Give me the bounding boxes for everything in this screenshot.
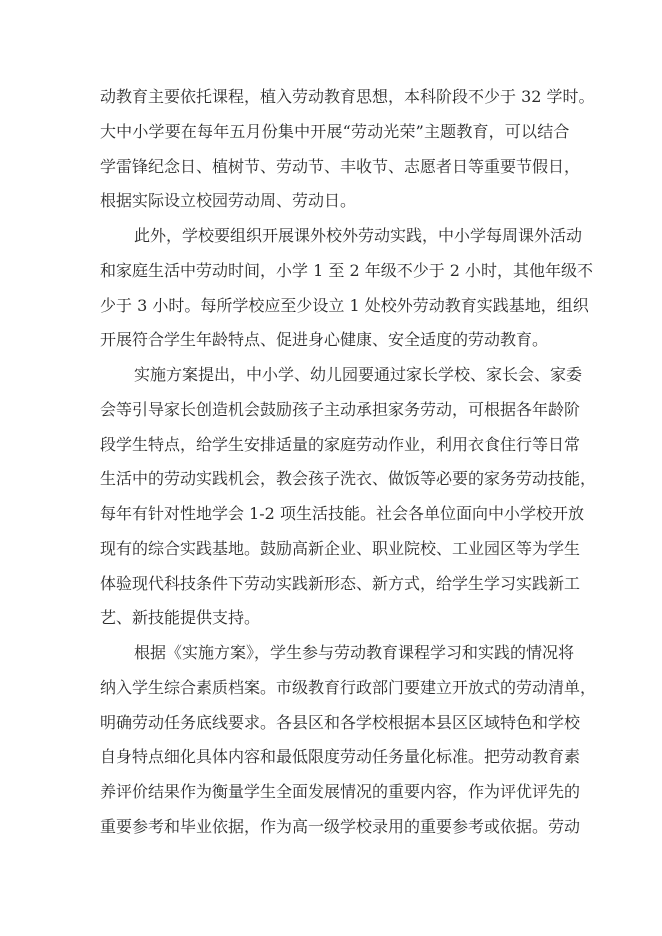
document-page <box>100 84 597 849</box>
text-line: 会等引导家长创造机会鼓励孩子主动承担家务劳动，可根据各年龄阶 <box>100 399 581 419</box>
text-line: 学雷锋纪念日、植树节、劳动节、丰收节、志愿者日等重要节假日， <box>100 156 581 176</box>
text-line: 开展符合学生年龄特点、促进身心健康、安全适度的劳动教育。 <box>100 330 549 350</box>
text-line: 少于 3 小时。每所学校应至少设立 1 处校外劳动教育实践基地，组织 <box>100 295 589 315</box>
text-line: 每年有针对性地学会 1-2 项生活技能。社会各单位面向中小学校开放 <box>100 504 584 523</box>
text-line: 根据《实施方案》，学生参与劳动教育课程学习和实践的情况将 <box>134 643 575 662</box>
text-line: 根据实际设立校园劳动周、劳动日。 <box>100 191 357 211</box>
text-line: 艺、新技能提供支持。 <box>100 608 261 628</box>
text-line: 动教育主要依托课程，植入劳动教育思想，本科阶段不少于 32 学时。 <box>100 87 595 106</box>
paragraph-2 <box>100 223 594 362</box>
text-line: 自身特点细化具体内容和最低限度劳动任务量化标准。把劳动教育素 <box>100 747 581 767</box>
text-line: 体验现代科技条件下劳动实践新形态、新方式，给学生学习实践新工 <box>100 573 581 593</box>
text-line: 和家庭生活中劳动时间，小学 1 至 2 年级不少于 2 小时，其他年级不 <box>100 260 594 280</box>
text-line: 现有的综合实践基地。鼓励高新企业、职业院校、工业园区等为学生 <box>100 538 581 558</box>
text-line: 段学生特点，给学生安排适量的家庭劳动作业，利用衣食住行等日常 <box>100 434 581 454</box>
paragraph-4 <box>100 640 597 849</box>
text-line: 纳入学生综合素质档案。市级教育行政部门要建立开放式的劳动清单， <box>100 677 597 697</box>
text-line: 生活中的劳动实践机会，教会孩子洗衣、做饭等必要的家务劳动技能， <box>100 469 597 489</box>
text-line: 大中小学要在每年五月份集中开展“劳动光荣”主题教育，可以结合 <box>100 121 570 141</box>
paragraph-3 <box>100 362 597 640</box>
text-line: 明确劳动任务底线要求。各县区和各学校根据本县区区域特色和学校 <box>100 712 581 732</box>
text-line: 重要参考和毕业依据，作为高一级学校录用的重要参考或依据。劳动 <box>100 816 581 836</box>
paragraph-1 <box>100 84 595 223</box>
text-line: 实施方案提出，中小学、幼儿园要通过家长学校、家长会、家委 <box>134 365 583 384</box>
text-line: 养评价结果作为衡量学生全面发展情况的重要内容，作为评优评先的 <box>100 782 581 801</box>
text-line: 此外，学校要组织开展课外校外劳动实践，中小学每周课外活动 <box>134 226 583 245</box>
